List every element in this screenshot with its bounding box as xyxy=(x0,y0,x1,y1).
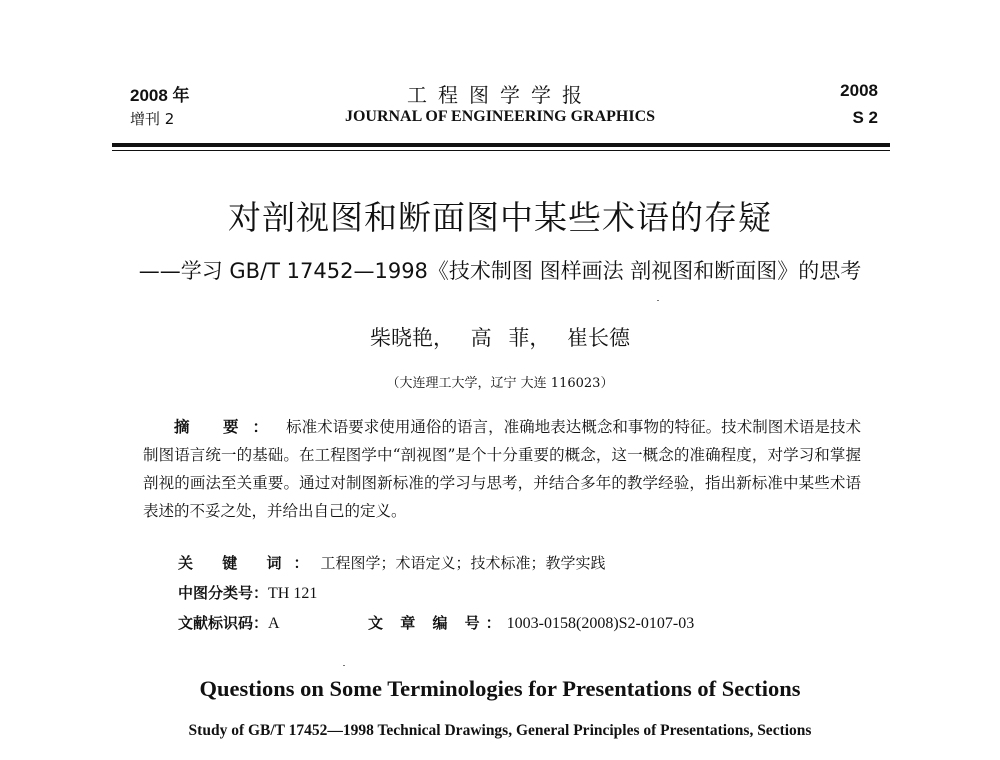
article-no-label: 文 章 编 号： xyxy=(368,614,507,632)
header-year-right: 2008 xyxy=(840,81,878,100)
header-rule-thick xyxy=(112,143,890,147)
header-year-left: 2008 年 xyxy=(130,86,190,105)
article-no-value: 1003-0158(2008)S2-0107-03 xyxy=(506,615,695,632)
article-subtitle: ——学习 GB/T 17452—1998《技术制图 图样画法 剖视图和断面图》的思考 xyxy=(138,259,862,283)
doc-code-value: A xyxy=(268,615,280,632)
journal-title-cn: 工程图学学报 xyxy=(407,83,593,107)
clc-label: 中图分类号： xyxy=(178,584,269,602)
authors: 柴晓艳， 高 菲， 崔长德 xyxy=(369,326,631,350)
abstract xyxy=(143,413,861,525)
article-no-line xyxy=(368,612,694,633)
header-rule-thin xyxy=(112,150,890,151)
english-subtitle: Study of GB/T 17452—1998 Technical Drawings, General Principles of Presentations, Sections xyxy=(188,722,812,739)
keywords-label: 关 键 词： xyxy=(178,554,321,572)
keywords-line xyxy=(178,552,605,573)
clc-line xyxy=(178,582,317,603)
header-issue-right: S 2 xyxy=(852,108,878,127)
clc-value: TH 121 xyxy=(268,585,318,602)
scan-speck xyxy=(657,300,659,301)
doc-code-label: 文献标识码： xyxy=(178,614,269,632)
scan-speck xyxy=(343,665,345,666)
journal-title-en: JOURNAL OF ENGINEERING GRAPHICS xyxy=(344,108,656,125)
doc-code-line xyxy=(178,612,280,633)
affiliation: （大连理工大学，辽宁 大连 116023） xyxy=(386,376,614,391)
keywords-value: 工程图学；术语定义；技术标准；教学实践 xyxy=(320,554,606,572)
header-issue-left: 增刊 2 xyxy=(130,110,175,128)
abstract-label: 摘 要： xyxy=(174,418,283,436)
english-title: Questions on Some Terminologies for Presentations of Sections xyxy=(199,676,801,701)
abstract-text: 标准术语要求使用通俗的语言，准确地表达概念和事物的特征。技术制图术语是技术制图语言统一的基础。在工程图学中“剖视图”是个十分重要的概念，这一概念的准确程度，对学习和掌握剖视的画法至关重要。通过对制图新标准的学习与思考，并结合多年的教学经验，指出新标准中某些术语表述的不妥之处，并给出自己的定义。 xyxy=(143,418,861,520)
article-title: 对剖视图和断面图中某些术语的存疑 xyxy=(228,198,772,237)
